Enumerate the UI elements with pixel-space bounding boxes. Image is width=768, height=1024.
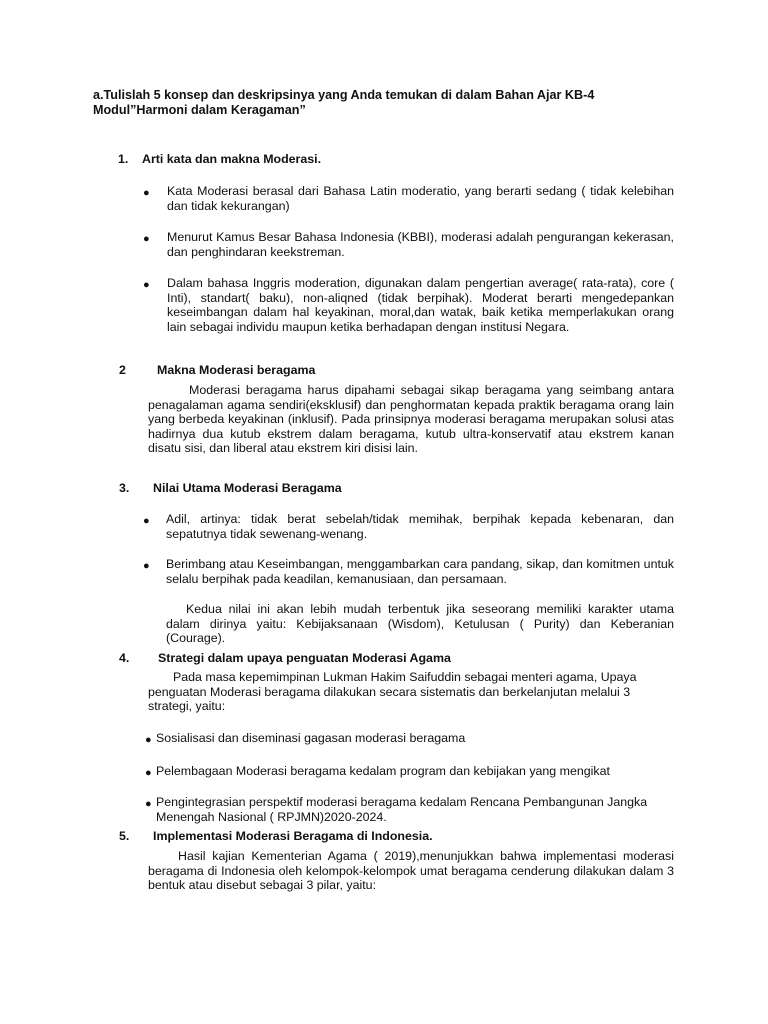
section-1-bullet-3: Dalam bahasa Inggris moderation, digunakan dalam pengertian average( rata-rata), core ( Inti), standart( baku), non-aliqned (tidak berpihak). Moderat berarti mengedepankan keseimbangan dalam hal keyakinan, moral,dan watak, baik ketika memperlakukan orang lain sebagai individu maupun ketika berhadapan dengan institusi Negara. <box>167 276 674 334</box>
section-1-bullet-1: Kata Moderasi berasal dari Bahasa Latin moderatio, yang berarti sedang ( tidak kelebihan dan tidak kekurangan) <box>167 184 674 213</box>
document-title <box>93 88 653 118</box>
bullet-icon: ● <box>143 560 150 572</box>
section-4-heading: Strategi dalam upaya penguatan Moderasi Agama <box>158 651 451 665</box>
section-3-bullet-1: Adil, artinya: tidak berat sebelah/tidak memihak, berpihak kepada kebenaran, dan sepatutnya tidak sewenang-wenang. <box>166 512 674 541</box>
bullet-icon: ● <box>143 515 150 527</box>
bullet-icon: ● <box>143 279 150 291</box>
bullet-icon: ● <box>145 734 152 746</box>
bullet-icon: ● <box>143 187 150 199</box>
section-3-heading: Nilai Utama Moderasi Beragama <box>153 481 342 495</box>
section-5-heading: Implementasi Moderasi Beragama di Indonesia. <box>153 829 433 843</box>
bullet-icon: ● <box>145 798 152 810</box>
section-4-bullet-1: Sosialisasi dan diseminasi gagasan moderasi beragama <box>156 731 466 745</box>
section-1-bullet-2: Menurut Kamus Besar Bahasa Indonesia (KBBI), moderasi adalah pengurangan kekerasan, dan penghindaran keekstreman. <box>167 230 674 259</box>
section-4-bullet-3: Pengintegrasian perspektif moderasi beragama kedalam Rencana Pembangunan Jangka Menengah Nasional ( RPJMN)2020-2024. <box>156 795 648 824</box>
section-3-number: 3. <box>119 481 130 495</box>
title-line-1: a.Tulislah 5 konsep dan deskripsinya yang Anda temukan di dalam Bahan Ajar KB-4 <box>93 88 595 102</box>
section-5-number: 5. <box>119 829 130 843</box>
bullet-icon: ● <box>143 233 150 245</box>
section-1-number: 1. <box>118 152 129 166</box>
section-3-paragraph: Kedua nilai ini akan lebih mudah terbentuk jika seseorang memiliki karakter utama dalam dirinya yaitu: Kebijaksanaan (Wisdom), Ketulusan ( Purity) dan Keberanian (Courage). <box>166 602 674 646</box>
bullet-icon: ● <box>145 767 152 779</box>
section-4-number: 4. <box>119 651 130 665</box>
section-4-bullet-2: Pelembagaan Moderasi beragama kedalam program dan kebijakan yang mengikat <box>156 764 610 778</box>
section-2-paragraph: Moderasi beragama harus dipahami sebagai sikap beragama yang seimbang antara penagalaman agama sendiri(eksklusif) dan penghormatan kepada praktik beragama orang lain yang berbeda keyakinan (inklusif). Pada prinsipnya moderasi beragama merupakan solusi atas hadirnya dua kutub ekstrem dalam beragama, kutub ultra-konservatif atau ekstrem kanan disatu sisi, dan liberal atau ekstrem kiri disisi lain. <box>148 383 674 456</box>
section-1-heading: Arti kata dan makna Moderasi. <box>142 152 322 166</box>
section-4-paragraph: Pada masa kepemimpinan Lukman Hakim Saifuddin sebagai menteri agama, Upaya penguatan Moderasi beragama dilakukan secara sistematis dan berkelanjutan melalui 3 strategi, yaitu: <box>148 670 637 714</box>
section-3-bullet-2: Berimbang atau Keseimbangan, menggambarkan cara pandang, sikap, dan komitmen untuk selalu berpihak pada keadilan, kemanusiaan, dan persamaan. <box>166 557 674 586</box>
section-5-paragraph: Hasil kajian Kementerian Agama ( 2019),menunjukkan bahwa implementasi moderasi beragama di Indonesia oleh kelompok-kelompok umat beragama cenderung dilakukan dalam 3 bentuk atau disebut sebagai 3 pilar, yaitu: <box>148 849 674 893</box>
title-line-2: Modul”Harmoni dalam Keragaman” <box>93 103 306 117</box>
section-2-number: 2 <box>119 363 126 377</box>
section-2-heading: Makna Moderasi beragama <box>157 363 316 377</box>
